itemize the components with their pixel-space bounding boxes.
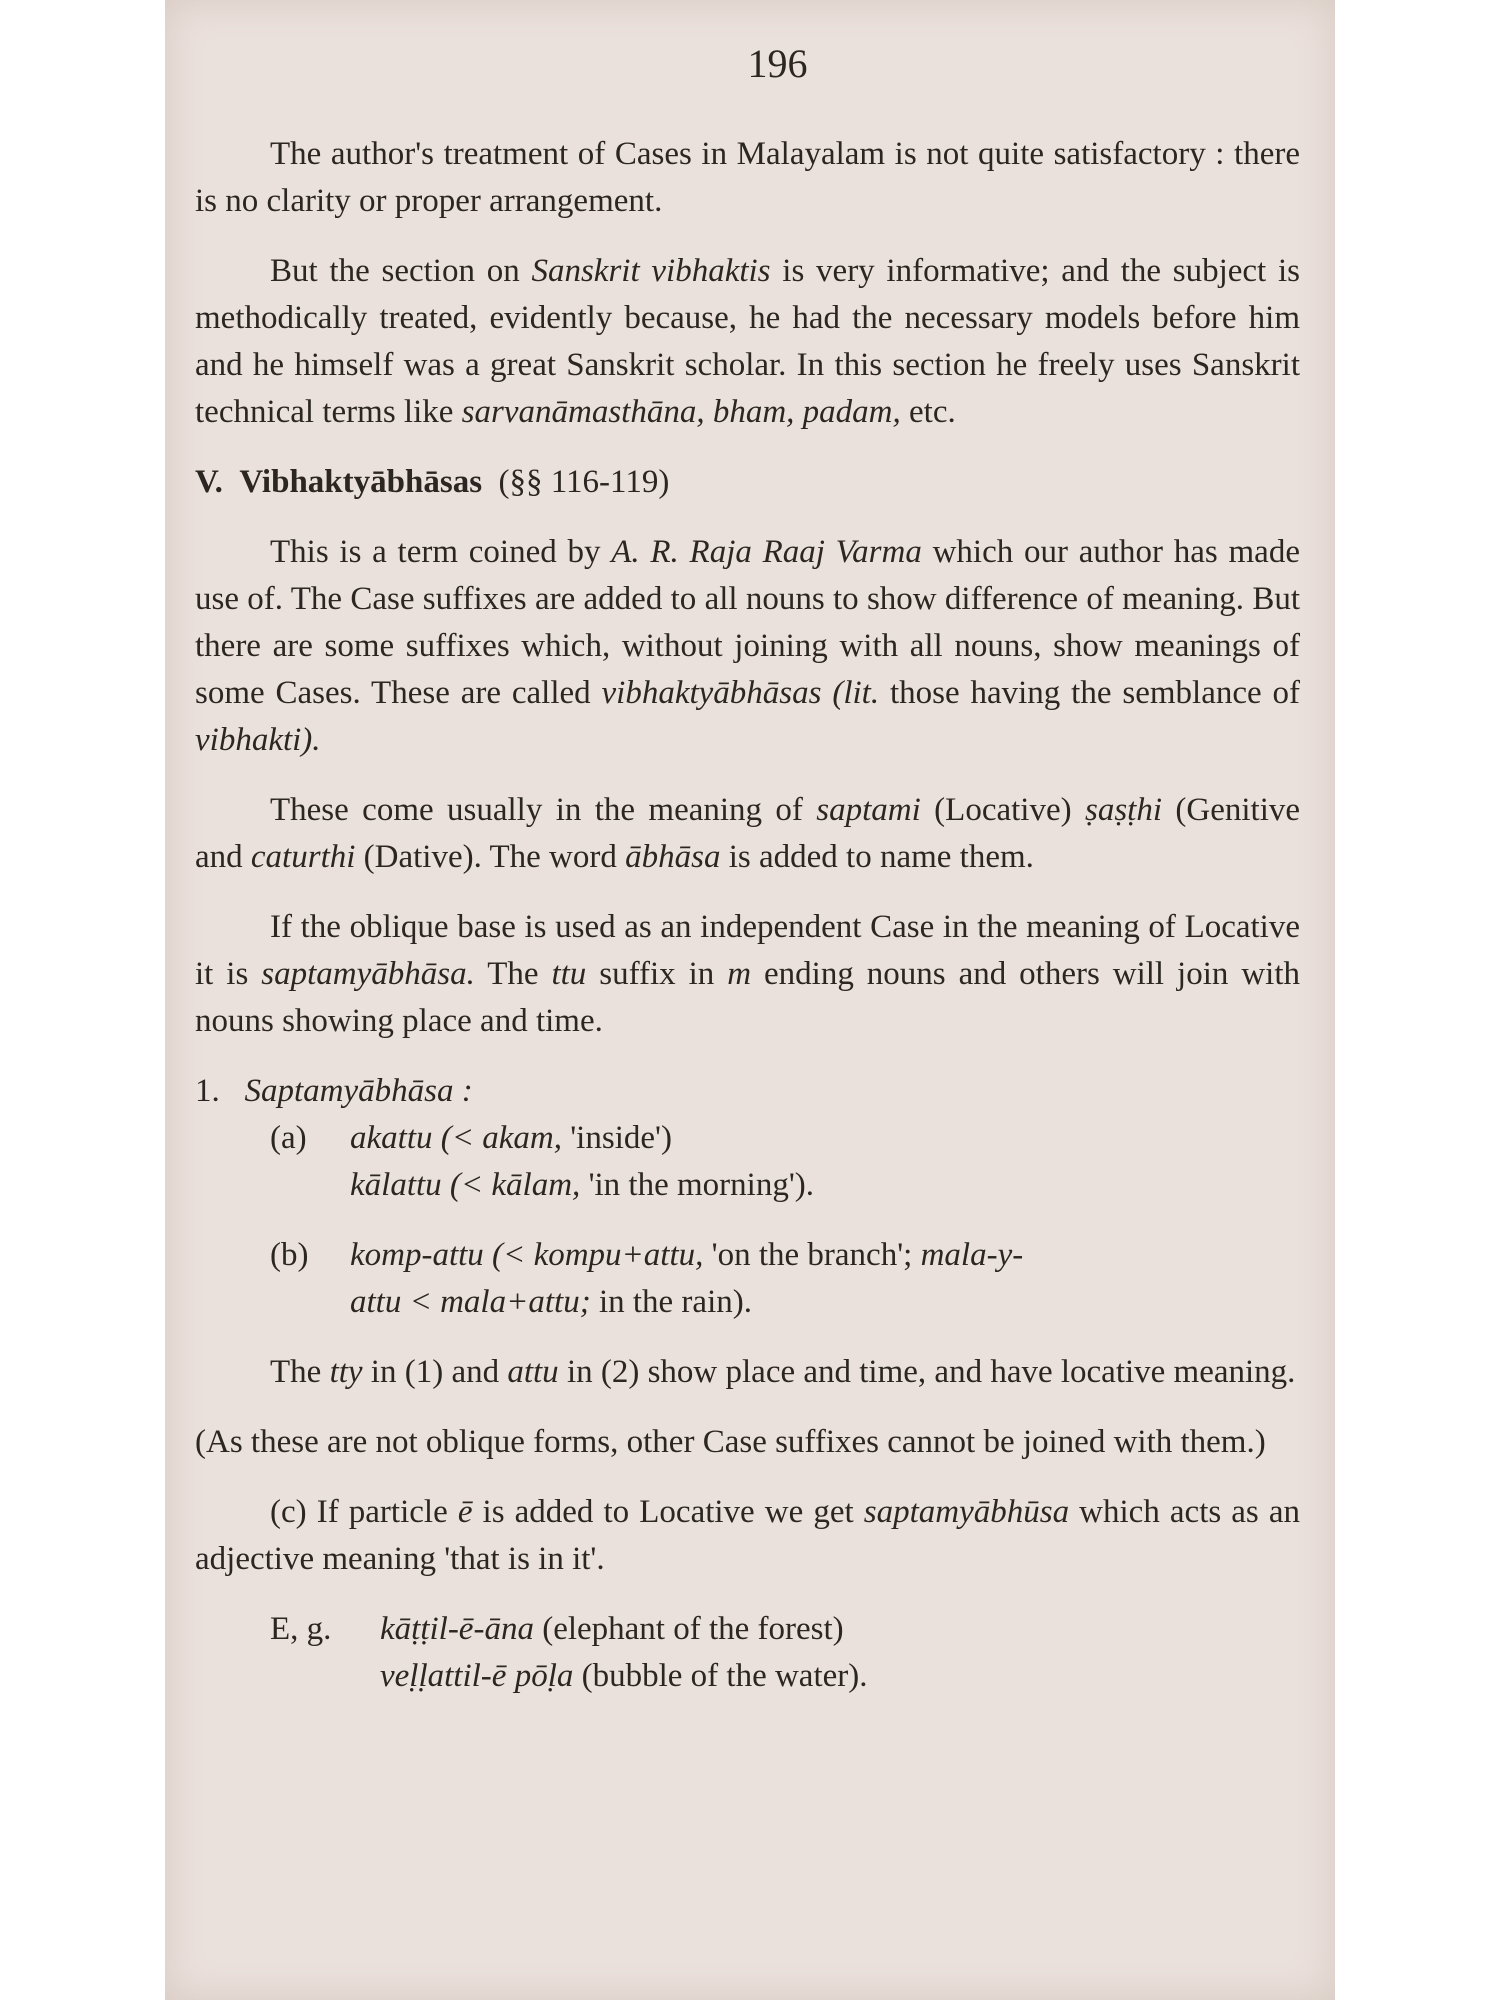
paragraph-term-coined <box>195 529 1300 764</box>
text: This is a term coined by <box>270 534 612 570</box>
example-label: (a) <box>270 1120 307 1156</box>
example-eg-line-2 <box>195 1653 1300 1700</box>
gloss: (bubble of the water). <box>573 1658 868 1694</box>
italic-term: ē <box>457 1494 473 1530</box>
gloss: 'on the branch'; <box>703 1237 921 1273</box>
page-number: 196 <box>747 41 808 86</box>
text: which our author has made use of. The Case suffixes are added to all nouns to show difference of meaning. But there are some suffixes which, without joining with all nouns, show meanings of some Cases. These are called <box>195 534 1300 711</box>
paragraph-cases <box>195 131 1300 225</box>
example-b-line-1 <box>195 1232 1300 1279</box>
section-heading <box>195 459 1300 506</box>
section-title: Vibhaktyābhāsas <box>239 464 483 500</box>
italic-term: vibhaktyābhāsas (lit. <box>601 675 880 711</box>
italic-term: ābhāsa <box>625 839 721 875</box>
text: (As these are not oblique forms, other Case suffixes cannot be joined with them.) <box>195 1424 1266 1460</box>
italic-form: akattu (< akam, <box>350 1120 562 1156</box>
gloss: 'in the morning'). <box>580 1167 815 1203</box>
text: in (1) and <box>362 1354 508 1390</box>
example-eg-line-1 <box>195 1606 1300 1653</box>
text: These come usually in the meaning of <box>270 792 817 828</box>
italic-term: ṣaṣṭhi <box>1084 792 1163 828</box>
italic-form: komp-attu (< kompu+attu, <box>350 1237 704 1273</box>
paragraph-meanings <box>195 787 1300 881</box>
italic-form: attu < mala+attu; <box>350 1284 591 1320</box>
item-number: 1. <box>195 1073 220 1109</box>
text: The <box>474 956 552 992</box>
italic-term: saptamyābhāsa. <box>261 956 475 992</box>
text: The author's treatment of Cases in Malayalam is not quite satisfactory : there is no clarity or proper arrangement. <box>195 136 1300 219</box>
text: If particle <box>306 1494 458 1530</box>
italic-terms: sarvanāmasthāna, bham, padam, <box>461 394 901 430</box>
example-a-line-2 <box>195 1162 1300 1209</box>
list-item-heading <box>195 1068 1300 1115</box>
italic-term: caturthi <box>250 839 356 875</box>
text: The <box>270 1354 330 1390</box>
italic-term: tty <box>329 1354 363 1390</box>
italic-term: saptami <box>816 792 921 828</box>
example-label: (c) <box>270 1494 307 1530</box>
italic-form: kāṭṭil-ē-āna <box>380 1611 534 1647</box>
text: (Genitive and <box>195 792 1301 875</box>
text: suffix in <box>586 956 728 992</box>
italic-form: mala-y- <box>920 1237 1024 1273</box>
example-b-line-2 <box>195 1279 1300 1326</box>
paragraph-particle <box>195 1489 1300 1583</box>
book-page <box>165 0 1335 2000</box>
gloss: (elephant of the forest) <box>533 1611 844 1647</box>
text: is very informative; and the subject is methodically treated, evidently because, he had the necessary models before him and he himself was a great Sanskrit scholar. In this section he freely uses Sanskrit technical terms like <box>195 253 1300 430</box>
italic-term: m <box>727 956 752 992</box>
text: is added to Locative we get <box>472 1494 864 1530</box>
section-number: V. <box>195 464 223 500</box>
example-a-line-1 <box>195 1115 1300 1162</box>
text: (Dative). The word <box>355 839 626 875</box>
italic-term: attu <box>507 1354 559 1390</box>
gloss: in the rain). <box>590 1284 752 1320</box>
example-label: E, g. <box>270 1611 332 1647</box>
text: But the section on <box>270 253 532 289</box>
author-name: A. R. Raja Raaj Varma <box>611 534 922 570</box>
example-label: (b) <box>270 1237 309 1273</box>
italic-form: veḷḷattil-ē pōḷa <box>380 1658 574 1694</box>
paragraph-place-time <box>195 1349 1300 1396</box>
italic-term: Sanskrit vibhaktis <box>531 253 771 289</box>
text: in (2) show place and time, and have locative meaning. <box>558 1354 1296 1390</box>
text: etc. <box>900 394 956 430</box>
text: those having the semblance of <box>879 675 1300 711</box>
italic-term: saptamyābhūsa <box>863 1494 1070 1530</box>
section-reference: (§§ 116-119) <box>498 464 670 500</box>
gloss: 'inside') <box>561 1120 672 1156</box>
paragraph-sanskrit-vibhaktis <box>195 248 1300 436</box>
italic-term: vibhakti). <box>195 722 321 758</box>
text: (Locative) <box>920 792 1085 828</box>
italic-form: kālattu (< kālam, <box>350 1167 581 1203</box>
paragraph-oblique-base <box>195 904 1300 1045</box>
italic-term: ttu <box>551 956 587 992</box>
text: is added to name them. <box>720 839 1034 875</box>
text: ending nouns and others will join with nouns showing place and time. <box>195 956 1300 1039</box>
paragraph-note <box>195 1419 1300 1466</box>
page-content <box>195 40 1300 1700</box>
text: If the oblique base is used as an independent Case in the meaning of Locative it is <box>195 909 1300 992</box>
item-title: Saptamyābhāsa : <box>244 1073 473 1109</box>
text: which acts as an adjective meaning 'that is in it'. <box>195 1494 1301 1577</box>
